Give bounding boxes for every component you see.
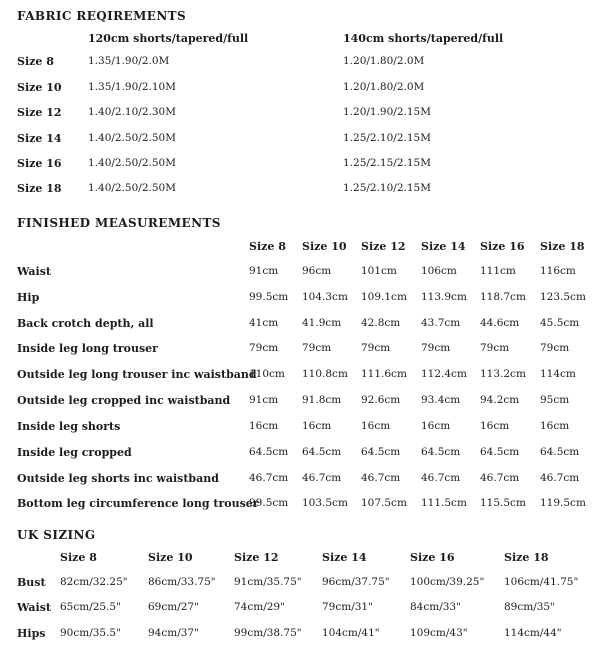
finished-cell: 45.5cm	[540, 317, 580, 329]
finished-cell: 101cm	[361, 265, 397, 277]
finished-cell: 103.5cm	[302, 497, 348, 509]
finished-col-header: Size 18	[540, 240, 585, 253]
uk-cell: 74cm/29"	[234, 601, 285, 613]
uk-cell: 100cm/39.25"	[410, 576, 485, 588]
finished-cell: 79cm	[302, 342, 332, 354]
fabric-cell: 1.20/1.80/2.0M	[343, 81, 425, 93]
finished-cell: 110cm	[249, 368, 285, 380]
finished-cell: 96cm	[302, 265, 332, 277]
finished-row-label: Bottom leg circumference long trouser	[17, 497, 259, 510]
uk-cell: 91cm/35.75"	[234, 576, 302, 588]
uk-cell: 84cm/33"	[410, 601, 461, 613]
fabric-col-header-140: 140cm shorts/tapered/full	[343, 32, 504, 45]
fabric-row-label: Size 14	[17, 132, 62, 145]
finished-cell: 44.6cm	[480, 317, 520, 329]
finished-row-label: Inside leg cropped	[17, 446, 132, 459]
finished-cell: 16cm	[249, 420, 279, 432]
finished-cell: 16cm	[361, 420, 391, 432]
finished-row-label: Waist	[17, 265, 51, 278]
finished-cell: 91cm	[249, 394, 279, 406]
finished-cell: 104.3cm	[302, 291, 348, 303]
uk-row-label: Waist	[17, 601, 51, 614]
finished-cell: 79cm	[421, 342, 451, 354]
fabric-row-label: Size 16	[17, 157, 62, 170]
fabric-cell: 1.35/1.90/2.10M	[88, 81, 176, 93]
finished-cell: 46.7cm	[302, 472, 342, 484]
finished-cell: 119.5cm	[540, 497, 586, 509]
finished-row-label: Back crotch depth, all	[17, 317, 154, 330]
finished-cell: 92.6cm	[361, 394, 401, 406]
finished-cell: 16cm	[421, 420, 451, 432]
finished-col-header: Size 16	[480, 240, 525, 253]
finished-cell: 95cm	[540, 394, 570, 406]
finished-row-label: Inside leg shorts	[17, 420, 121, 433]
uk-col-header: Size 16	[410, 551, 455, 564]
finished-cell: 42.8cm	[361, 317, 401, 329]
finished-col-header: Size 10	[302, 240, 347, 253]
uk-cell: 65cm/25.5"	[60, 601, 121, 613]
finished-row-label: Outside leg shorts inc waistband	[17, 472, 219, 485]
uk-cell: 114cm/44"	[504, 627, 562, 639]
finished-cell: 64.5cm	[302, 446, 342, 458]
finished-cell: 46.7cm	[361, 472, 401, 484]
finished-cell: 64.5cm	[421, 446, 461, 458]
finished-cell: 113.2cm	[480, 368, 526, 380]
finished-cell: 16cm	[480, 420, 510, 432]
finished-cell: 64.5cm	[361, 446, 401, 458]
finished-row-label: Hip	[17, 291, 40, 304]
uk-col-header: Size 8	[60, 551, 97, 564]
uk-row-label: Hips	[17, 627, 46, 640]
uk-cell: 79cm/31"	[322, 601, 373, 613]
finished-row-label: Inside leg long trouser	[17, 342, 158, 355]
finished-cell: 116cm	[540, 265, 576, 277]
finished-cell: 46.7cm	[249, 472, 289, 484]
finished-cell: 118.7cm	[480, 291, 526, 303]
finished-cell: 99.5cm	[249, 291, 289, 303]
fabric-row-label: Size 12	[17, 106, 62, 119]
finished-cell: 113.9cm	[421, 291, 467, 303]
finished-cell: 41cm	[249, 317, 279, 329]
finished-col-header: Size 8	[249, 240, 286, 253]
finished-col-header: Size 14	[421, 240, 466, 253]
finished-cell: 107.5cm	[361, 497, 407, 509]
finished-cell: 41.9cm	[302, 317, 342, 329]
finished-cell: 111.5cm	[421, 497, 467, 509]
fabric-row-label: Size 18	[17, 182, 62, 195]
finished-cell: 109.1cm	[361, 291, 407, 303]
finished-cell: 79cm	[361, 342, 391, 354]
fabric-cell: 1.25/2.10/2.15M	[343, 132, 431, 144]
uk-cell: 106cm/41.75"	[504, 576, 579, 588]
finished-cell: 64.5cm	[480, 446, 520, 458]
fabric-cell: 1.40/2.50/2.50M	[88, 182, 176, 194]
uk-col-header: Size 10	[148, 551, 193, 564]
fabric-cell: 1.25/2.10/2.15M	[343, 182, 431, 194]
fabric-cell: 1.40/2.50/2.50M	[88, 157, 176, 169]
uk-cell: 89cm/35"	[504, 601, 555, 613]
uk-cell: 99cm/38.75"	[234, 627, 302, 639]
uk-title: UK SIZING	[17, 528, 96, 542]
fabric-row-label: Size 8	[17, 55, 54, 68]
finished-cell: 114cm	[540, 368, 576, 380]
finished-cell: 123.5cm	[540, 291, 586, 303]
uk-cell: 96cm/37.75"	[322, 576, 390, 588]
fabric-cell: 1.20/1.80/2.0M	[343, 55, 425, 67]
finished-cell: 79cm	[540, 342, 570, 354]
fabric-col-header-120: 120cm shorts/tapered/full	[88, 32, 249, 45]
uk-cell: 90cm/35.5"	[60, 627, 121, 639]
finished-cell: 64.5cm	[540, 446, 580, 458]
finished-cell: 112.4cm	[421, 368, 467, 380]
finished-cell: 93.4cm	[421, 394, 461, 406]
finished-cell: 111.6cm	[361, 368, 407, 380]
finished-cell: 46.7cm	[421, 472, 461, 484]
uk-row-label: Bust	[17, 576, 46, 589]
uk-cell: 94cm/37"	[148, 627, 199, 639]
uk-col-header: Size 18	[504, 551, 549, 564]
uk-cell: 104cm/41"	[322, 627, 380, 639]
finished-row-label: Outside leg long trouser inc waistband	[17, 368, 257, 381]
finished-cell: 16cm	[540, 420, 570, 432]
finished-cell: 46.7cm	[480, 472, 520, 484]
finished-row-label: Outside leg cropped inc waistband	[17, 394, 231, 407]
finished-cell: 79cm	[249, 342, 279, 354]
uk-col-header: Size 14	[322, 551, 367, 564]
fabric-cell: 1.25/2.15/2.15M	[343, 157, 431, 169]
uk-col-header: Size 12	[234, 551, 279, 564]
fabric-cell: 1.40/2.10/2.30M	[88, 106, 176, 118]
finished-cell: 110.8cm	[302, 368, 348, 380]
finished-cell: 79cm	[480, 342, 510, 354]
fabric-cell: 1.20/1.90/2.15M	[343, 106, 431, 118]
fabric-cell: 1.35/1.90/2.0M	[88, 55, 170, 67]
uk-cell: 109cm/43"	[410, 627, 468, 639]
finished-title: FINISHED MEASUREMENTS	[17, 216, 221, 230]
finished-cell: 16cm	[302, 420, 332, 432]
finished-cell: 99.5cm	[249, 497, 289, 509]
uk-cell: 86cm/33.75"	[148, 576, 216, 588]
finished-cell: 46.7cm	[540, 472, 580, 484]
finished-cell: 64.5cm	[249, 446, 289, 458]
fabric-cell: 1.40/2.50/2.50M	[88, 132, 176, 144]
fabric-title: FABRIC REQIREMENTS	[17, 9, 187, 23]
finished-cell: 94.2cm	[480, 394, 520, 406]
finished-col-header: Size 12	[361, 240, 406, 253]
finished-cell: 91cm	[249, 265, 279, 277]
finished-cell: 111cm	[480, 265, 516, 277]
finished-cell: 43.7cm	[421, 317, 461, 329]
fabric-row-label: Size 10	[17, 81, 62, 94]
uk-cell: 69cm/27"	[148, 601, 199, 613]
finished-cell: 91.8cm	[302, 394, 342, 406]
uk-cell: 82cm/32.25"	[60, 576, 128, 588]
finished-cell: 106cm	[421, 265, 457, 277]
finished-cell: 115.5cm	[480, 497, 526, 509]
